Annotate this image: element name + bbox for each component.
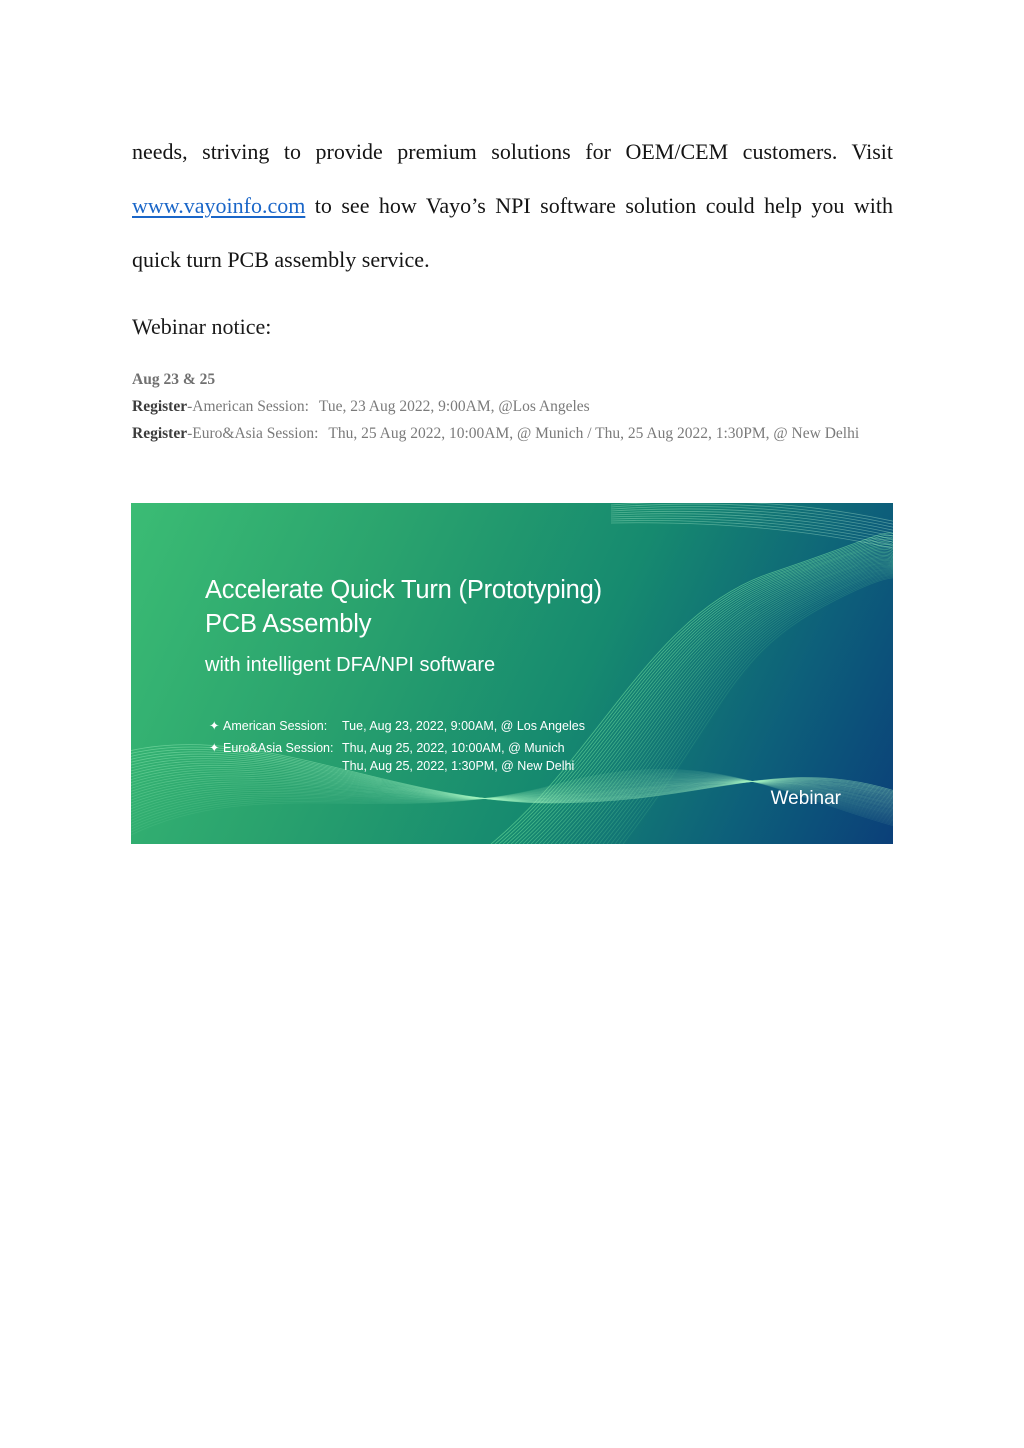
wave-line <box>611 507 893 530</box>
banner-session2-label: Euro&Asia Session: <box>223 741 334 755</box>
banner-webinar-badge: Webinar <box>770 788 841 809</box>
wave-line <box>611 503 893 523</box>
webinar-schedule <box>132 366 872 447</box>
intro-lead-text: needs, striving to provide premium solutions for OEM/CEM customers. Visit <box>132 139 893 164</box>
banner-title-line1: Accelerate Quick Turn (Prototyping) <box>205 576 602 604</box>
banner-session1-detail: Tue, Aug 23, 2022, 9:00AM, @ Los Angeles <box>342 719 585 733</box>
american-session-row <box>132 393 872 420</box>
wave-line <box>623 578 893 844</box>
banner-title-line2: PCB Assembly <box>205 610 372 638</box>
wave-line <box>619 577 893 844</box>
wave-line <box>611 523 893 550</box>
banner-session-euroasia-second <box>342 758 574 775</box>
webinar-dates: Aug 23 & 25 <box>132 371 216 388</box>
intro-paragraph <box>132 125 893 287</box>
euroasia-session-label: -Euro&Asia Session: <box>187 425 319 442</box>
euroasia-session-row <box>132 420 872 447</box>
vayoinfo-link[interactable]: www.vayoinfo.com <box>132 193 306 218</box>
euroasia-session-detail: Thu, 25 Aug 2022, 10:00AM, @ Munich / Thu, 25 Aug 2022, 1:30PM, @ New Delhi <box>328 425 860 442</box>
wave-line <box>611 514 893 538</box>
banner-session2-detail2: Thu, Aug 25, 2022, 1:30PM, @ New Delhi <box>342 759 575 773</box>
intro-tail-text: to see how Vayo’s NPI software solution could help you with quick turn PCB assembly service. <box>132 193 893 272</box>
banner-session-american <box>209 718 585 735</box>
register-link-euroasia[interactable]: Register <box>132 425 188 442</box>
banner-session-euroasia <box>209 740 565 757</box>
banner-subtitle: with intelligent DFA/NPI software <box>205 654 496 676</box>
sparkle-icon: ✦ <box>209 719 220 733</box>
american-session-detail: Tue, 23 Aug 2022, 9:00AM, @Los Angeles <box>318 398 590 415</box>
sparkle-icon: ✦ <box>209 741 220 755</box>
american-session-label: -American Session: <box>187 398 309 415</box>
webinar-notice-heading: Webinar notice: <box>132 314 272 339</box>
banner-session1-label: American Session: <box>223 719 328 733</box>
banner-title <box>205 573 602 641</box>
webinar-banner <box>131 503 893 844</box>
banner-session2-detail: Thu, Aug 25, 2022, 10:00AM, @ Munich <box>342 741 565 755</box>
register-link-american[interactable]: Register <box>132 398 188 415</box>
